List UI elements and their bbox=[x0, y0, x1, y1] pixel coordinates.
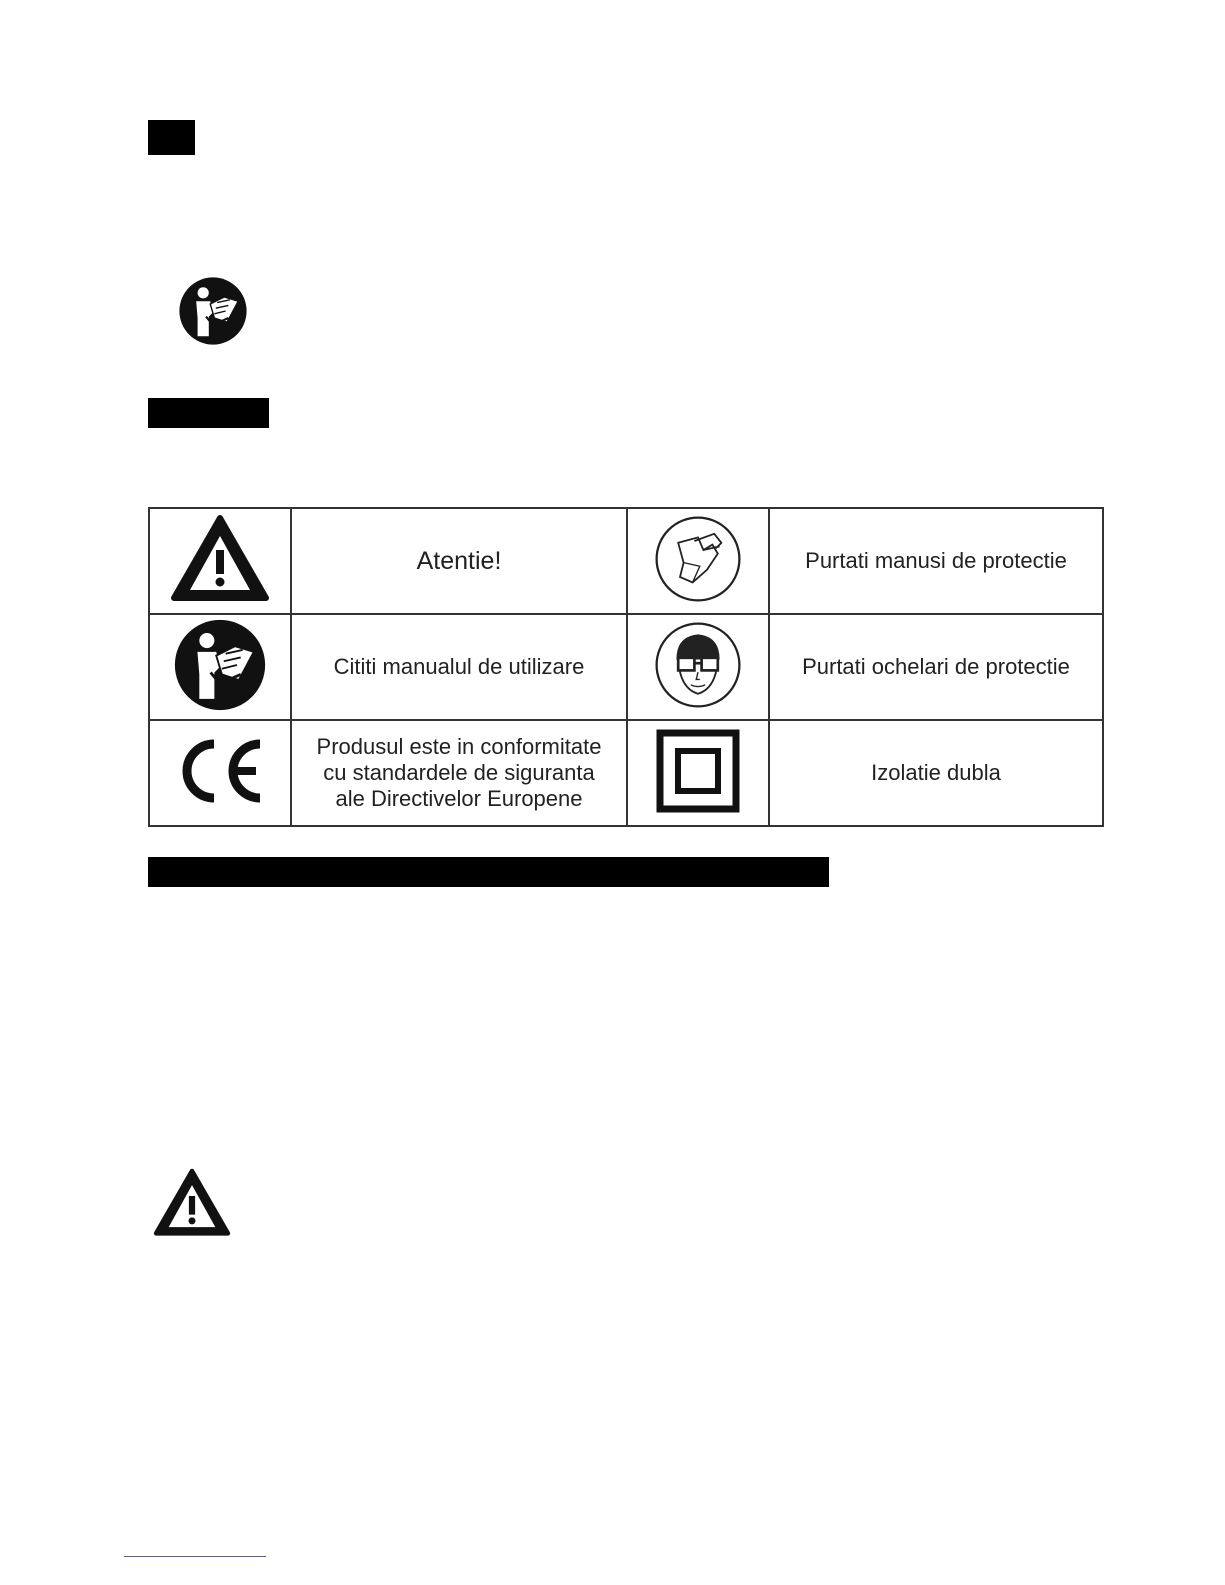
table-row bbox=[149, 614, 1103, 720]
safety-glasses-icon bbox=[653, 620, 743, 710]
symbol-cell bbox=[149, 614, 291, 720]
double-insulation-icon bbox=[656, 729, 740, 813]
table-row bbox=[149, 508, 1103, 614]
read-manual-icon bbox=[176, 276, 250, 346]
table-row bbox=[149, 720, 1103, 826]
symbol-label: Purtati manusi de protectie bbox=[769, 508, 1103, 614]
redaction-bar-2 bbox=[148, 398, 269, 428]
symbol-label: Izolatie dubla bbox=[769, 720, 1103, 826]
redaction-bar-3 bbox=[148, 857, 829, 887]
ce-text-line: cu standardele de siguranta bbox=[323, 760, 595, 785]
redaction-bar-1 bbox=[148, 120, 195, 155]
symbol-label: Cititi manualul de utilizare bbox=[291, 614, 627, 720]
gloves-icon bbox=[653, 514, 743, 604]
ce-text-line: Produsul este in conformitate bbox=[316, 734, 602, 759]
symbol-cell bbox=[149, 508, 291, 614]
warning-triangle-icon bbox=[152, 1168, 232, 1238]
symbols-table bbox=[148, 507, 1104, 827]
warning-triangle-icon bbox=[170, 514, 270, 604]
symbol-cell bbox=[627, 508, 769, 614]
symbol-cell bbox=[627, 720, 769, 826]
footnote-divider bbox=[124, 1556, 266, 1557]
symbol-label: Purtati ochelari de protectie bbox=[769, 614, 1103, 720]
symbol-cell bbox=[149, 720, 291, 826]
read-manual-icon bbox=[173, 618, 267, 712]
ce-mark-icon bbox=[174, 736, 266, 806]
symbol-cell bbox=[627, 614, 769, 720]
symbol-label bbox=[291, 720, 627, 826]
ce-text-line: ale Directivelor Europene bbox=[335, 786, 583, 811]
symbol-label: Atentie! bbox=[291, 508, 627, 614]
